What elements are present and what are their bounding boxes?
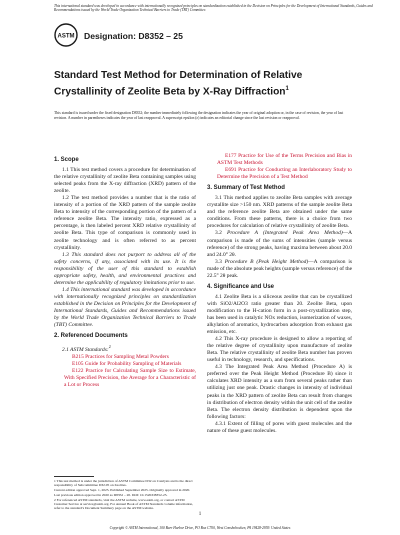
document-title [54,70,354,99]
paragraph-1-2: 1.2 The test method provides a number that is the ratio of intensity of a portion of the XRD pattern of the sample zeolite Beta to intensity of the corresponding portion of the pattern of a reference zeolite Beta. The intensity ratio, expressed as a percentage, is then labeled percent XRD relative crystallinity of zeolite Beta. This type of comparison is commonly used in zeolite technology and is often referred to as percent crystallinity. [54,195,196,251]
paragraph-2-1-text: 2.1 ASTM Standards: [62,346,109,353]
reference-code-link[interactable]: E122 [72,368,84,375]
standard-issuance-note: This standard is issued under the fixed designation D8352; the number immediately following the designation indicates the year of original adoption or, in the case of revision, the year of last revision. A number in parentheses indicates the year of last reapproval. A superscript epsilon (ε) indicates an editorial change since the last revision or reapproval. [54,111,344,120]
reference-code-link[interactable]: E105 [72,361,84,368]
paragraph-3-3-number: 3.3 [215,258,225,265]
footnote-marker-2: 2 [108,344,111,350]
paragraph-1-3: 1.3 This standard does not purport to address all of the safety concerns, if any, associated with its use. It is the responsibility of the user of this standard to establish appropriate safety, health, and environmental practices and determine the applicability of regulatory limitations prior to use. [54,251,196,286]
procedure-b-label: Procedure B (Peak Height Method) [224,258,309,265]
reference-title: Guide for Probability Sampling of Materials [83,361,182,368]
designation: Designation: D8352 – 25 [84,31,183,41]
reference-item[interactable] [207,153,352,167]
reference-title: Practice for Use of the Terms Precision and Bias in ASTM Test Methods [217,153,352,167]
paragraph-3-2-text: —A comparison is made of the sums of intensities (sample versus reference) of the strong peaks, having maxima between about 20.0 and 24.0° 2θ. [207,230,353,258]
paragraph-3-3 [207,259,352,280]
reference-code-link[interactable]: E691 [225,167,237,174]
paragraph-3-1: 3.1 This method applies to zeolite Beta samples with average crystallite size >150 nm. XRD patterns of the sample zeolite Beta and the reference zeolite Beta are obtained under the same conditions. From these patterns, there is a choice from two procedures for calculation of relative crystallinity of zeolite Beta. [207,195,352,230]
footnotes [54,479,196,511]
section-heading-referenced-documents: 2. Referenced Documents [54,333,128,340]
reference-code-link[interactable]: E177 [225,153,237,159]
reference-code-link[interactable]: B215 [72,354,84,361]
paragraph-4-3: 4.3 The Integrated Peak Area Method (Procedure A) is preferred over the Peak Height Method (Procedure B) since it calculates XRD intensity as a sum from several peaks rather than utilizing just one peak. Drastic changes in intensity of individual peaks in the XRD pattern of zeolite Beta can result from changes in distribution of electron density within the unit cell of the zeolite Beta. The electron density distribution is dependent upon the following factors: [207,364,352,420]
paragraph-2-1 [54,343,196,354]
paragraph-4-3-1: 4.3.1 Extent of filling of pores with guest molecules and the nature of these guest molecules. [207,420,352,434]
right-column [207,153,352,435]
paragraph-3-2-number: 3.2 [215,230,227,237]
title-text: Standard Test Method for Determination of Relative Crystallinity of Zeolite Beta by X-Ray Diffraction [54,70,303,97]
international-standard-notice: This international standard was developed in accordance with internationally recognized principles on standardization established in the Decision on Principles for the Development of International Standards, Guides and Recommendations issued by the World Trade Organization Technical Barriers to Trade (TBT) Committee. [54,4,373,13]
paragraph-4-2: 4.2 This X-ray procedure is designed to allow a reporting of the relative degree of crystallinity upon manufacture of zeolite Beta. The relative crystallinity of zeolite Beta number has proven useful in technology, research, and specifications. [207,336,352,364]
paragraph-3-2 [207,230,352,258]
footnote-divider [54,476,94,477]
paragraph-4-1: 4.1 Zeolite Beta is a siliceous zeolite that can be crystallized with SiO2/Al2O3 ratio greater than 20. Zeolite Beta, upon modification to the H-cation form in a post-crystallization step, has been used in catalytic NOx reduction, isomerization of waxes, alkylation of aromatics, hydrocarbon adsorption from exhaust gas emission, etc. [207,293,352,336]
reference-title: Practice for Calculating Sample Size to Estimate, With Specified Precision, the Average for a Characteristic of a Lot or Process [64,368,196,389]
paragraph-3-3-text: —A comparison is made of the absolute peak heights (sample versus reference) of the 22.5° 2θ peak. [207,258,353,279]
footnote-1-edition: Current edition approved Sept. 1, 2025. Published September 2025. Originally approved in 2020. Last previous edition approved in 2020 as D8352 – 20. DOI: 10.1520/D8352-25. [54,488,191,497]
svg-text:ASTM: ASTM [57,33,75,40]
reference-item[interactable] [207,167,352,181]
title-footnote-marker: 1 [285,85,289,92]
section-heading-summary: 3. Summary of Test Method [207,185,285,192]
astm-logo [54,22,78,49]
footnote-1: 1 This test method is under the jurisdiction of ASTM Committee D32 on Catalysts and is the direct responsibility of Subcommittee D32.05 on Zeolites. [54,479,193,488]
footnote-2: 2 For referenced ASTM standards, visit the ASTM website, www.astm.org, or contact ASTM Customer Service at service@astm.org. For Annual Book of ASTM Standards volume information, refer to the standard's Document Summary page on the ASTM website. [54,497,194,511]
paragraph-1-1: 1.1 This test method covers a procedure for determination of the relative crystallinity of zeolite Beta containing samples using selected peaks from the X-ray diffraction (XRD) pattern of the zeolite. [54,167,196,195]
reference-title: Practice for Conducting an Interlaboratory Study to Determine the Precision of a Test Method [217,167,352,181]
procedure-a-label: Procedure A (Integrated Peak Area Method) [227,230,343,237]
section-heading-significance: 4. Significance and Use [207,283,275,290]
section-heading-scope: 1. Scope [54,157,79,163]
reference-item[interactable] [54,368,196,389]
page-number: 1 [198,512,202,517]
reference-title: Practices for Sampling Metal Powders [83,354,169,361]
paragraph-1-4: 1.4 This international standard was developed in accordance with internationally recognized principles on standardization established in the Decision on Principles for the Development of International Standards, Guides and Recommendations issued by the World Trade Organization Technical Barriers to Trade (TBT) Committee. [54,286,196,329]
left-column [54,153,196,389]
copyright-line: Copyright © ASTM International, 100 Barr Harbor Drive, PO Box C700, West Conshohocken, PA 19428-2959. United States [109,526,291,530]
